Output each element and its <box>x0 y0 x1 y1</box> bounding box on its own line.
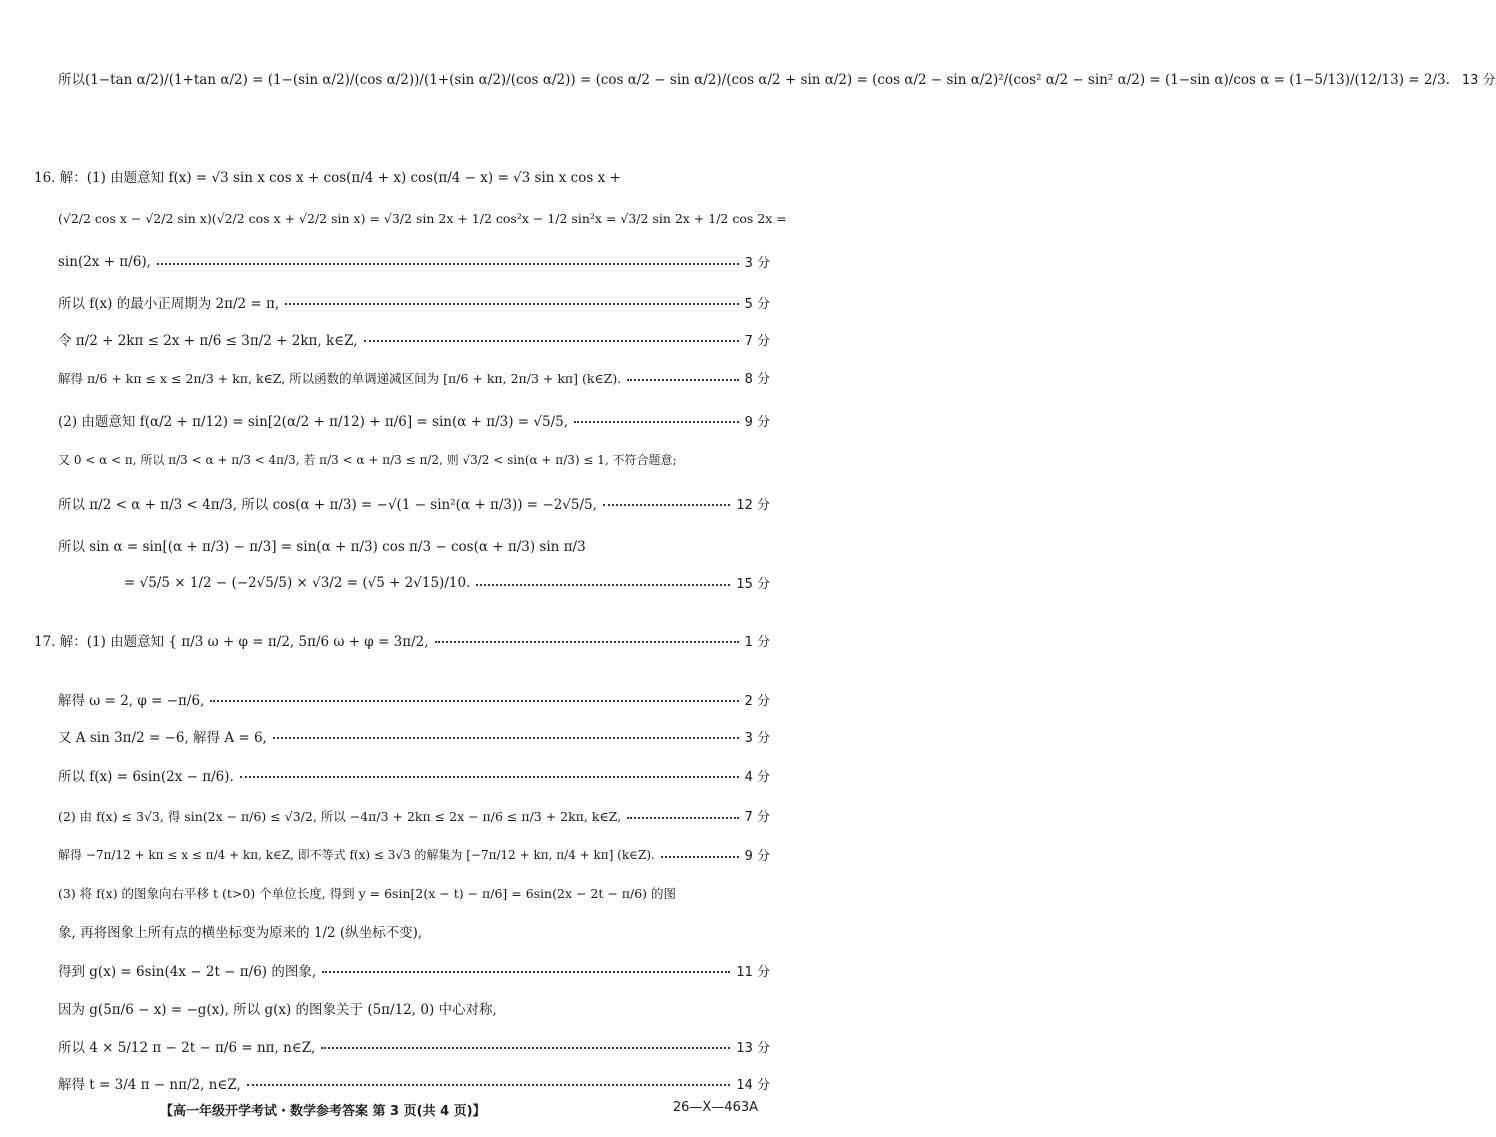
q17-line7 <box>58 884 770 902</box>
q17-line12 <box>58 1073 770 1093</box>
score-label: 13 分 <box>736 1040 770 1056</box>
q17-line10 <box>58 998 770 1018</box>
leader-dots <box>364 340 739 342</box>
score-label: 1 分 <box>744 634 770 650</box>
leader-dots <box>661 856 739 858</box>
score-label: 13 分 <box>1461 72 1496 88</box>
leader-dots <box>321 1047 730 1049</box>
score-label: 3 分 <box>744 256 770 271</box>
line-text: 解得 ω = 2, φ = −π/6, <box>58 693 205 709</box>
line-text: 所以 4 × 5/12 π − 2t − π/6 = nπ, n∈Z, <box>58 1040 316 1056</box>
q16-line2 <box>58 211 787 226</box>
leader-dots <box>476 584 730 586</box>
line-13 <box>58 68 1496 88</box>
q17-line8 <box>58 921 770 941</box>
score-label: 2 分 <box>744 693 770 709</box>
leader-dots <box>240 776 739 778</box>
line-text: 令 π/2 + 2kπ ≤ 2x + π/6 ≤ 3π/2 + 2kπ, k∈Z, <box>58 333 358 349</box>
q16-line6 <box>58 368 770 387</box>
line-text: 17. 解：(1) 由题意知 { π/3 ω + φ = π/2, 5π/6 ω + φ = 3π/2, <box>34 634 429 650</box>
q16-line10 <box>58 535 770 555</box>
score-label: 15 分 <box>736 577 770 592</box>
line-text: sin(2x + π/6), <box>58 253 151 270</box>
line-text: 解得 π/6 + kπ ≤ x ≤ 2π/3 + kπ, k∈Z, 所以函数的单调递减区间为 [π/6 + kπ, 2π/3 + kπ] (k∈Z). <box>58 370 622 386</box>
line-text: 所以(1−tan α/2)/(1+tan α/2) = (1−(sin α/2)/(cos α/2))/(1+(sin α/2)/(cos α/2)) = (cos α/2 − sin α/2)/(cos α/2 + sin α/2) = (cos α/2 − sin α/2)²/(cos² α/2 − sin² α/2) = (1−sin α)/cos α = (1−5/13)/(12/13) = 2/3. <box>58 72 1450 88</box>
q16-line9 <box>58 493 770 513</box>
q17-line9 <box>58 960 770 980</box>
leader-dots <box>627 379 738 381</box>
line-text: (√2/2 cos x − √2/2 sin x)(√2/2 cos x + √2/2 sin x) = √3/2 sin 2x + 1/2 cos²x − 1/2 sin²x = √3/2 sin 2x + 1/2 cos 2x = <box>58 211 787 226</box>
leader-dots <box>574 421 739 423</box>
q17-line11 <box>58 1036 770 1056</box>
leader-dots <box>322 971 730 973</box>
q16-line5 <box>58 329 770 349</box>
score-label: 7 分 <box>744 333 770 349</box>
score-label: 9 分 <box>744 849 770 864</box>
q17-line1 <box>34 630 770 650</box>
leader-dots <box>157 263 739 265</box>
score-label: 9 分 <box>744 414 770 430</box>
footer-code: 26—X—463A <box>672 1100 758 1115</box>
score-label: 11 分 <box>736 964 770 980</box>
score-label: 4 分 <box>744 769 770 785</box>
line-text: 所以 f(x) = 6sin(2x − π/6). <box>58 769 234 785</box>
line-text: = √5/5 × 1/2 − (−2√5/5) × √3/2 = (√5 + 2√15)/10. <box>124 574 471 591</box>
line-text: 解得 −7π/12 + kπ ≤ x ≤ π/4 + kπ, k∈Z, 即不等式 f(x) ≤ 3√3 的解集为 [−7π/12 + kπ, π/4 + kπ] (k∈Z). <box>58 848 655 862</box>
line-text: 又 A sin 3π/2 = −6, 解得 A = 6, <box>58 730 267 746</box>
q17-line6 <box>58 845 770 864</box>
q16-line7 <box>58 410 770 430</box>
q16-line3 <box>58 252 770 271</box>
score-label: 7 分 <box>744 810 770 825</box>
leader-dots <box>627 817 738 819</box>
q17-line3 <box>58 726 770 746</box>
q16-line11 <box>124 573 770 592</box>
line-text: 又 0 < α < π, 所以 π/3 < α + π/3 < 4π/3, 若 π/3 < α + π/3 ≤ π/2, 则 √3/2 < sin(α + π/3) ≤ 1, 不符合题意; <box>58 453 677 467</box>
line-text: (2) 由 f(x) ≤ 3√3, 得 sin(2x − π/6) ≤ √3/2, 所以 −4π/3 + 2kπ ≤ 2x − π/6 ≤ π/3 + 2kπ, k∈Z, <box>58 808 622 824</box>
line-text: 象, 再将图象上所有点的横坐标变为原来的 1/2 (纵坐标不变), <box>58 925 423 941</box>
leader-dots <box>285 303 738 305</box>
line-text: 所以 π/2 < α + π/3 < 4π/3, 所以 cos(α + π/3) = −√(1 − sin²(α + π/3)) = −2√5/5, <box>58 497 597 513</box>
score-label: 3 分 <box>744 730 770 746</box>
leader-dots <box>603 504 730 506</box>
line-text: 得到 g(x) = 6sin(4x − 2t − π/6) 的图象, <box>58 964 317 980</box>
score-label: 12 分 <box>736 497 770 513</box>
q17-line4 <box>58 765 770 785</box>
line-text: (3) 将 f(x) 的图象向右平移 t (t>0) 个单位长度, 得到 y = 6sin[2(x − t) − π/6] = 6sin(2x − 2t − π/6) 的图 <box>58 886 677 901</box>
footer-title: 【高一年级开学考试・数学参考答案 第 3 页(共 4 页)】 <box>160 1104 486 1119</box>
line-text: 解得 t = 3/4 π − nπ/2, n∈Z, <box>58 1077 241 1093</box>
q17-line2 <box>58 689 770 709</box>
q16-line4 <box>58 292 770 312</box>
line-text: 所以 sin α = sin[(α + π/3) − π/3] = sin(α + π/3) cos π/3 − cos(α + π/3) sin π/3 <box>58 539 586 555</box>
score-label: 8 分 <box>744 372 770 387</box>
q17-line5 <box>58 806 770 825</box>
q16-line8 <box>58 451 770 468</box>
score-label: 14 分 <box>736 1077 770 1093</box>
line-text: 因为 g(5π/6 − x) = −g(x), 所以 g(x) 的图象关于 (5π/12, 0) 中心对称, <box>58 1002 497 1018</box>
line-text: 16. 解：(1) 由题意知 f(x) = √3 sin x cos x + cos(π/4 + x) cos(π/4 − x) = √3 sin x cos x + <box>34 170 621 186</box>
leader-dots <box>273 737 739 739</box>
line-text: (2) 由题意知 f(α/2 + π/12) = sin[2(α/2 + π/12) + π/6] = sin(α + π/3) = √5/5, <box>58 414 569 430</box>
q16-line1 <box>34 166 770 186</box>
leader-dots <box>210 700 738 702</box>
leader-dots <box>435 641 739 643</box>
leader-dots <box>247 1084 731 1086</box>
score-label: 5 分 <box>744 296 770 312</box>
line-text: 所以 f(x) 的最小正周期为 2π/2 = π, <box>58 296 280 312</box>
